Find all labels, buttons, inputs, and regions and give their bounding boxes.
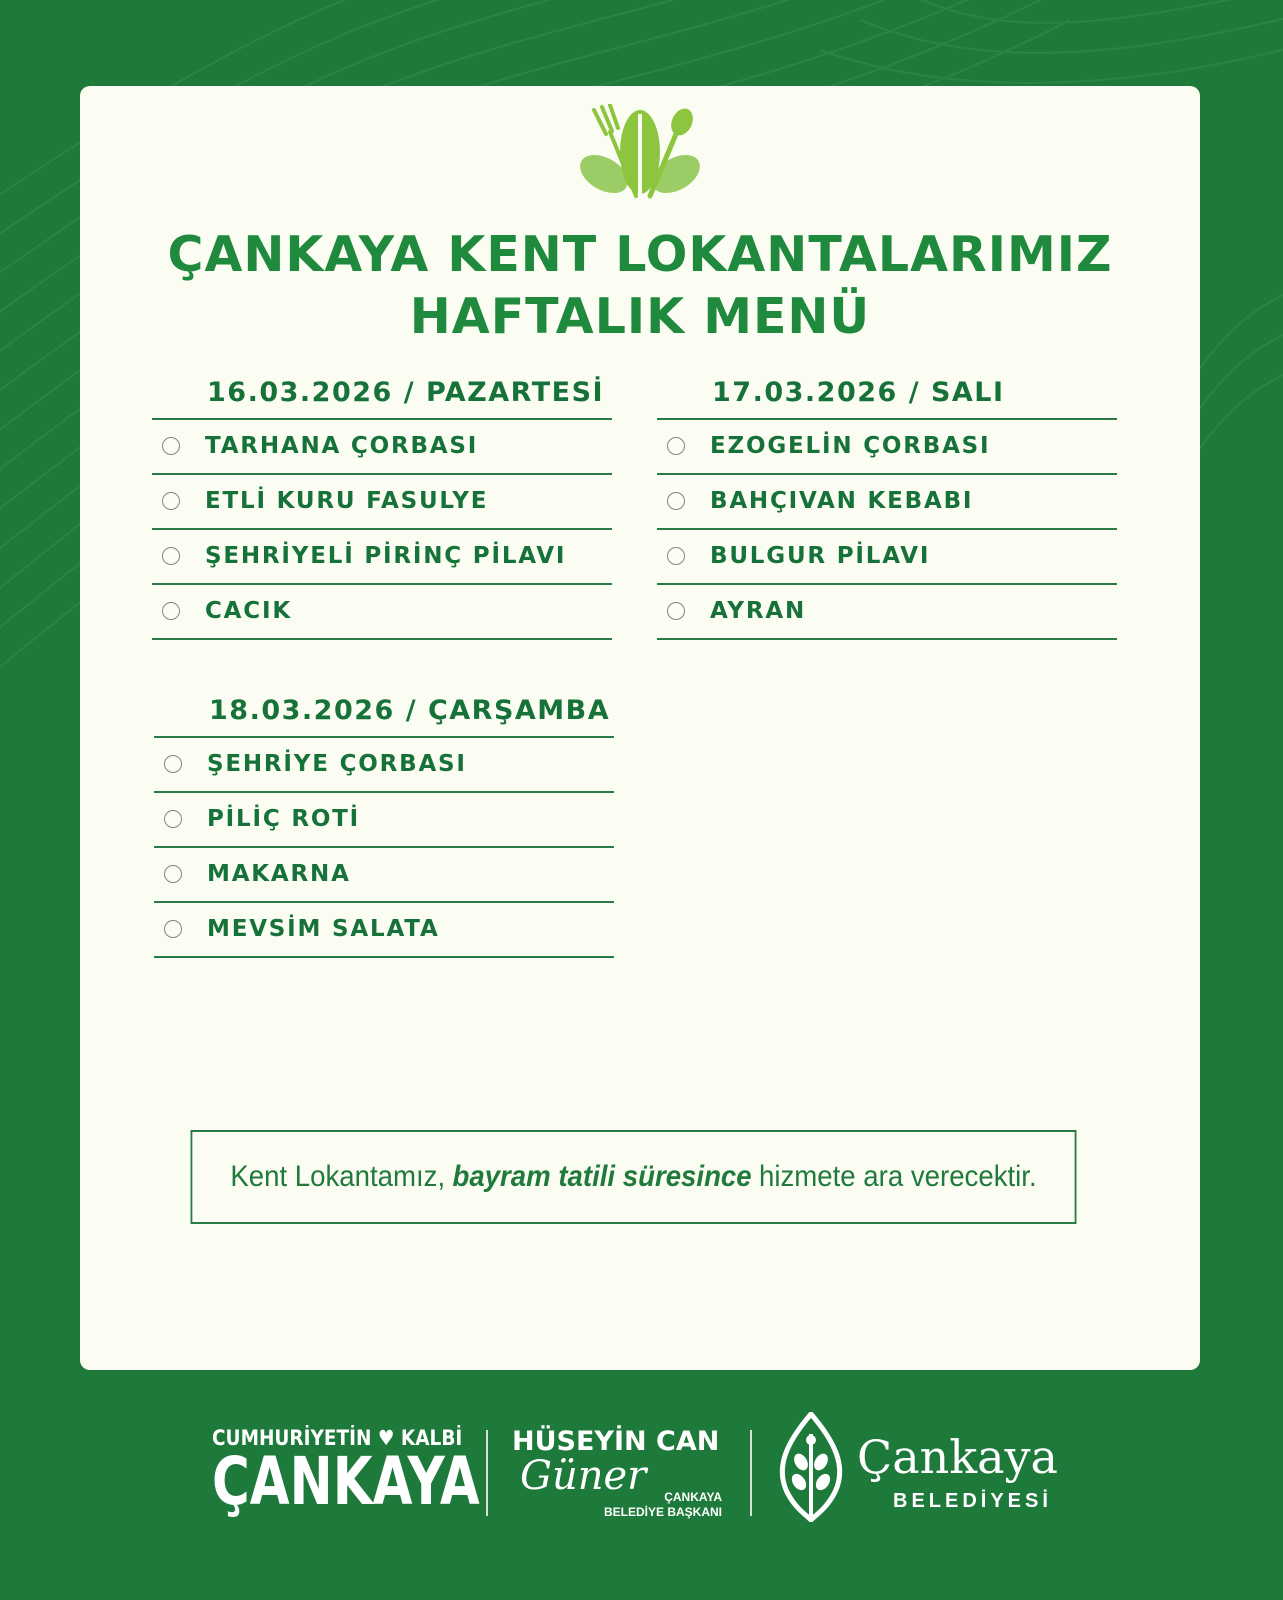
menu-item[interactable] xyxy=(152,585,612,640)
menu-item[interactable] xyxy=(154,793,614,848)
menu-item[interactable] xyxy=(152,530,612,585)
menu-item-label: TARHANA ÇORBASI xyxy=(205,433,479,459)
mayor-title-line2: BELEDİYE BAŞKANI xyxy=(604,1505,723,1519)
mayor-name: HÜSEYİN CAN xyxy=(512,1426,720,1457)
mayor-title xyxy=(604,1490,722,1520)
day-menu-tuesday xyxy=(657,368,1117,640)
page-title-line2: HAFTALIK MENÜ xyxy=(409,288,871,345)
menu-item-label: AYRAN xyxy=(710,598,807,624)
footer-slogan: CUMHURİYETİN ♥ KALBİ xyxy=(212,1426,463,1450)
radio-icon[interactable] xyxy=(162,547,180,565)
mayor-signature: Güner xyxy=(520,1453,647,1499)
menu-item[interactable] xyxy=(154,738,614,793)
menu-item-label: BAHÇIVAN KEBABI xyxy=(710,488,974,514)
radio-icon[interactable] xyxy=(667,492,685,510)
menu-item-label: ŞEHRİYELİ PİRİNÇ PİLAVI xyxy=(205,543,567,569)
brand-name: Çankaya xyxy=(857,1430,1058,1484)
radio-icon[interactable] xyxy=(162,437,180,455)
closure-notice xyxy=(191,1130,1077,1224)
radio-icon[interactable] xyxy=(164,920,182,938)
radio-icon[interactable] xyxy=(667,437,685,455)
menu-item[interactable] xyxy=(152,420,612,475)
radio-icon[interactable] xyxy=(162,492,180,510)
menu-item[interactable] xyxy=(657,475,1117,530)
menu-item-label: MEVSİM SALATA xyxy=(207,916,440,942)
radio-icon[interactable] xyxy=(667,602,685,620)
menu-card xyxy=(80,86,1200,1370)
brand-subtitle: BELEDİYESİ xyxy=(893,1490,1052,1512)
radio-icon[interactable] xyxy=(164,755,182,773)
radio-icon[interactable] xyxy=(164,810,182,828)
menu-item-label: EZOGELİN ÇORBASI xyxy=(710,433,991,459)
menu-item[interactable] xyxy=(152,475,612,530)
leaf-cutlery-logo-icon xyxy=(578,104,702,208)
leaf-emblem-icon xyxy=(775,1412,847,1522)
notice-text-after: hizmete ara verecektir. xyxy=(758,1160,1037,1193)
menu-item-label: ETLİ KURU FASULYE xyxy=(205,488,489,514)
mayor-signature-block xyxy=(512,1426,732,1519)
menu-item[interactable] xyxy=(154,903,614,958)
day-menu-wednesday xyxy=(154,686,614,958)
radio-icon[interactable] xyxy=(164,865,182,883)
menu-item-label: PİLİÇ ROTİ xyxy=(207,806,361,832)
cankaya-belediyesi-logo xyxy=(775,1412,1075,1522)
page-title-line1: ÇANKAYA KENT LOKANTALARIMIZ xyxy=(167,226,1113,283)
menu-item-label: BULGUR PİLAVI xyxy=(710,543,931,569)
menu-item-label: CACIK xyxy=(205,598,292,624)
day-heading: 16.03.2026 / PAZARTESİ xyxy=(152,368,612,420)
menu-item[interactable] xyxy=(154,848,614,903)
footer-divider xyxy=(750,1430,752,1516)
footer-city: ÇANKAYA xyxy=(212,1443,480,1520)
radio-icon[interactable] xyxy=(162,602,180,620)
menu-item-label: MAKARNA xyxy=(207,861,351,887)
notice-text-emphasis: bayram tatili süresince xyxy=(452,1160,752,1193)
footer xyxy=(0,1390,1283,1550)
radio-icon[interactable] xyxy=(667,547,685,565)
mayor-title-line1: ÇANKAYA xyxy=(664,1490,723,1504)
menu-item[interactable] xyxy=(657,585,1117,640)
day-heading: 18.03.2026 / ÇARŞAMBA xyxy=(154,686,614,738)
day-menu-monday xyxy=(152,368,612,640)
menu-item[interactable] xyxy=(657,420,1117,475)
footer-divider xyxy=(486,1430,488,1516)
day-heading: 17.03.2026 / SALI xyxy=(657,368,1117,420)
notice-text-before: Kent Lokantamız, xyxy=(230,1160,446,1193)
menu-item[interactable] xyxy=(657,530,1117,585)
cumhuriyetin-kalbi-logo xyxy=(212,1426,480,1520)
menu-item-label: ŞEHRİYE ÇORBASI xyxy=(207,751,467,777)
